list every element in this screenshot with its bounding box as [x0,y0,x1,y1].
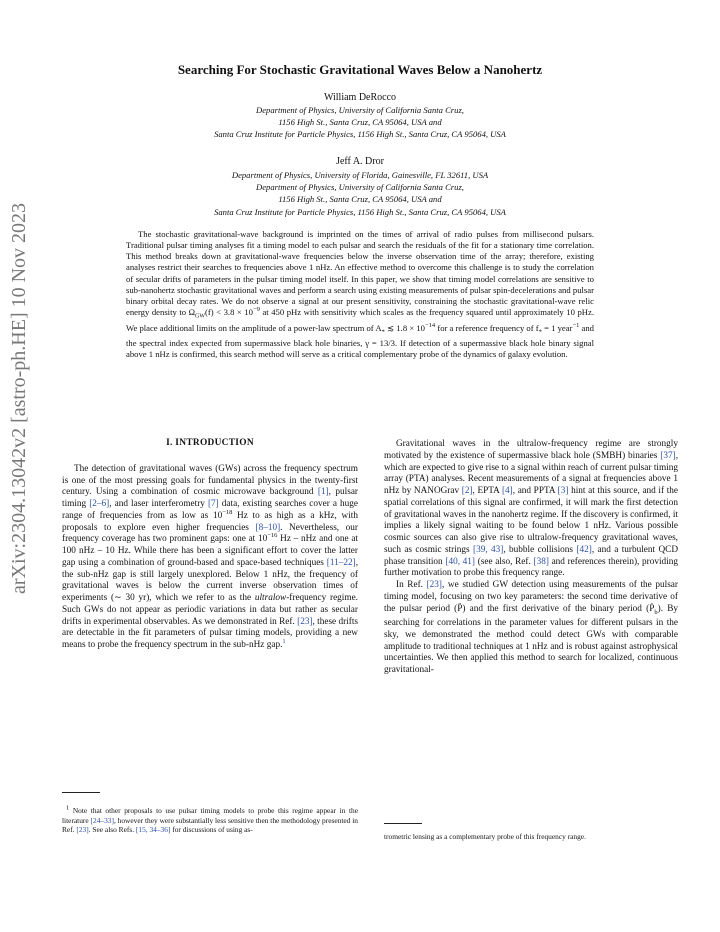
affiliation-line: 1156 High St., Santa Cruz, CA 95064, USA and [278,194,442,205]
citation-link[interactable]: [39, 43] [473,544,504,555]
citation-link[interactable]: [1] [317,487,329,498]
citation-link[interactable]: [42] [576,544,592,555]
author-name: Jeff A. Dror [336,156,384,167]
citation-link[interactable]: [37] [660,450,676,461]
citation-link[interactable]: [38] [533,556,549,567]
affiliation-line: Santa Cruz Institute for Particle Physics, 1156 High St., Santa Cruz, CA 95064, USA [214,206,506,217]
citation-link[interactable]: [11–22] [326,557,356,568]
body-paragraph: Gravitational waves in the ultralow-frequency regime are strongly motivated by the existence of supermassive black hole (SMBH) binaries [37], which are expected to give rise to a signal within reach of current pulsar timing array (PTA) analyses. Recent measurements of a signal at frequencies above 1 nHz by NANOGrav [2], EPTA [4], and PPTA [3] hint at this source, and if the spatial correlations of this signal are confirmed, it will mark the first detection of gravitational waves in the nanohertz regime. If the discovery is confirmed, it implies a likely signal waiting to be found below 1 nHz. Various possible cosmic sources can also give rise to ultralow-frequency gravitational waves, such as cosmic strings [39, 43], bubble collisions [42], and a turbulent QCD phase transition [40, 41] (see also, Ref. [38] and references therein), providing further motivation to probe this frequency range. [384,439,678,579]
footnote-number: 1 [66,804,70,812]
author-affiliations [0,104,720,141]
abstract: The stochastic gravitational-wave background is imprinted on the times of arrival of radio pulses from millisecond pulsars. Traditional pulsar timing analyses fit a timing model to each pulsar and search the residuals of the fit for a stationary time correlation. This method breaks down at gravitational-wave frequencies below the inverse observation time of the array; therefore, existing analyses restrict their searches to frequencies above 1 nHz. An effective method to overcome this challenge is to study the correlation of secular drifts of parameters in the pulsar timing model itself. In this paper, we show that timing model correlations are sensitive to sub-nanohertz stochastic gravitational waves and perform a search using existing measurements of pulsar spin-decelerations and pulsar binary orbital decay rates. We do not observe a signal at our present sensitivity, constraining the stochastic gravitational-wave relic energy density to $\Omega_{GW}(f) < 3.8 \times 10^{-9}$ at 450 pHz with sensitivity which scales as the frequency squared until approximately 10 pHz. We place additional limits on the amplitude of a power-law spectrum of $A_*$ ≲ $1.8 \times 10^{-14}$ for a reference frequency of $f_* = 1$ year$^{-1}$ and the spectral index expected from supermassive black hole binaries, γ = 13/3. If detection of a supermassive black hole binary signal above 1 nHz is confirmed, this search method will serve as a critical complementary probe of the dynamics of galaxy evolution. [126,229,594,359]
paper-title: Searching For Stochastic Gravitational Waves Below a Nanohertz [177,62,543,77]
footnote-rule [384,823,422,824]
left-column [62,438,358,652]
citation-link[interactable]: [4] [501,486,513,496]
citation-link[interactable]: [3] [557,486,569,496]
citation-link[interactable]: [15, 34–36] [135,825,171,835]
citation-link[interactable]: [23] [426,580,443,590]
citation-link[interactable]: [40, 41] [445,556,476,567]
body-paragraph: The detection of gravitational waves (GWs) across the frequency spectrum is one of the most pressing goals for fundamental physics in the twenty-first century. Using a combination of cosmic microwave background [1], pulsar timing [2–6], and laser interferometry [7] data, existing searches cover a huge range of frequencies from as low as $10^{-18}$ Hz to as high as a kHz, with proposals to explore even higher frequencies [8–10]. Nevertheless, our frequency coverage has two prominent gaps: one at $10^{-16}$ Hz – nHz and one at 100 nHz – 10 Hz. While there has been a significant effort to cover the latter gap using a combination of ground-based and space-based techniques [11–22], the sub-nHz gap is still largely unexplored. Below 1 nHz, the frequency of gravitational waves is below the current inverse observation times of experiments (∼ 30 yr), which we refer to as the ultralow-frequency regime. Such GWs do not appear as periodic variations in data but rather as secular drifts in experimental observables. As we demonstrated in Ref. [23], these drifts are detectable in the fit parameters of pulsar timing models, providing a new means to probe the frequency spectrum in the sub-nHz gap.$^1$ [62,463,359,650]
affiliation-line: Department of Physics, University of California Santa Cruz, [256,182,464,193]
citation-link[interactable]: [8–10] [255,522,281,533]
citation-link[interactable]: [24–33] [90,815,114,825]
footnote-marker[interactable]: 1 [282,637,286,645]
footnote-rule [62,792,100,793]
citation-link[interactable]: [23] [297,616,313,627]
right-column [384,439,678,677]
citation-link[interactable]: [23] [76,825,89,835]
author-name: William DeRocco [323,92,397,103]
body-paragraph: In Ref. [23], we studied GW detection using measurements of the pulsar timing model, focusing on two key parameters: the second time derivative of the pulsar period (P̈) and the first derivative of the binary period (Ṗ$_b$). By searching for correlations in the parameter values for different pulsars in the sky, we demonstrated the method could detect GWs with comparable amplitude to traditional techniques at 1 nHz and is robust against astrophysical uncertainties. We then applied this method to search for localized, continuous gravitational- [384,580,679,676]
arxiv-identifier: arXiv:2304.13042v2 [astro-ph.HE] 10 Nov 2023 [8,202,30,594]
footnote: $^1$ Note that other proposals to use pulsar timing models to probe this regime appear in the literature [24–33], however they were substantially less sensitive then the methodology presented in Ref. [23]. See also Refs. [15, 34–36] for discussions of using as- [62,804,358,835]
citation-link[interactable]: [2] [461,486,473,496]
footnote-continuation: trometric lensing as a complementary probe of this frequency range. [384,832,586,841]
affiliation-line: Department of Physics, University of Florida, Gainesville, FL 32611, USA [231,170,489,180]
section-heading: I. INTRODUCTION [166,438,254,448]
citation-link[interactable]: [7] [207,499,219,509]
affiliation-line: Department of Physics, University of California Santa Cruz, [256,105,464,115]
author-affiliations [0,169,720,218]
citation-link[interactable]: [2–6] [89,499,110,509]
affiliation-line: 1156 High St., Santa Cruz, CA 95064, USA and [278,117,442,128]
affiliation-line: Santa Cruz Institute for Particle Physics, 1156 High St., Santa Cruz, CA 95064, USA [214,129,506,140]
